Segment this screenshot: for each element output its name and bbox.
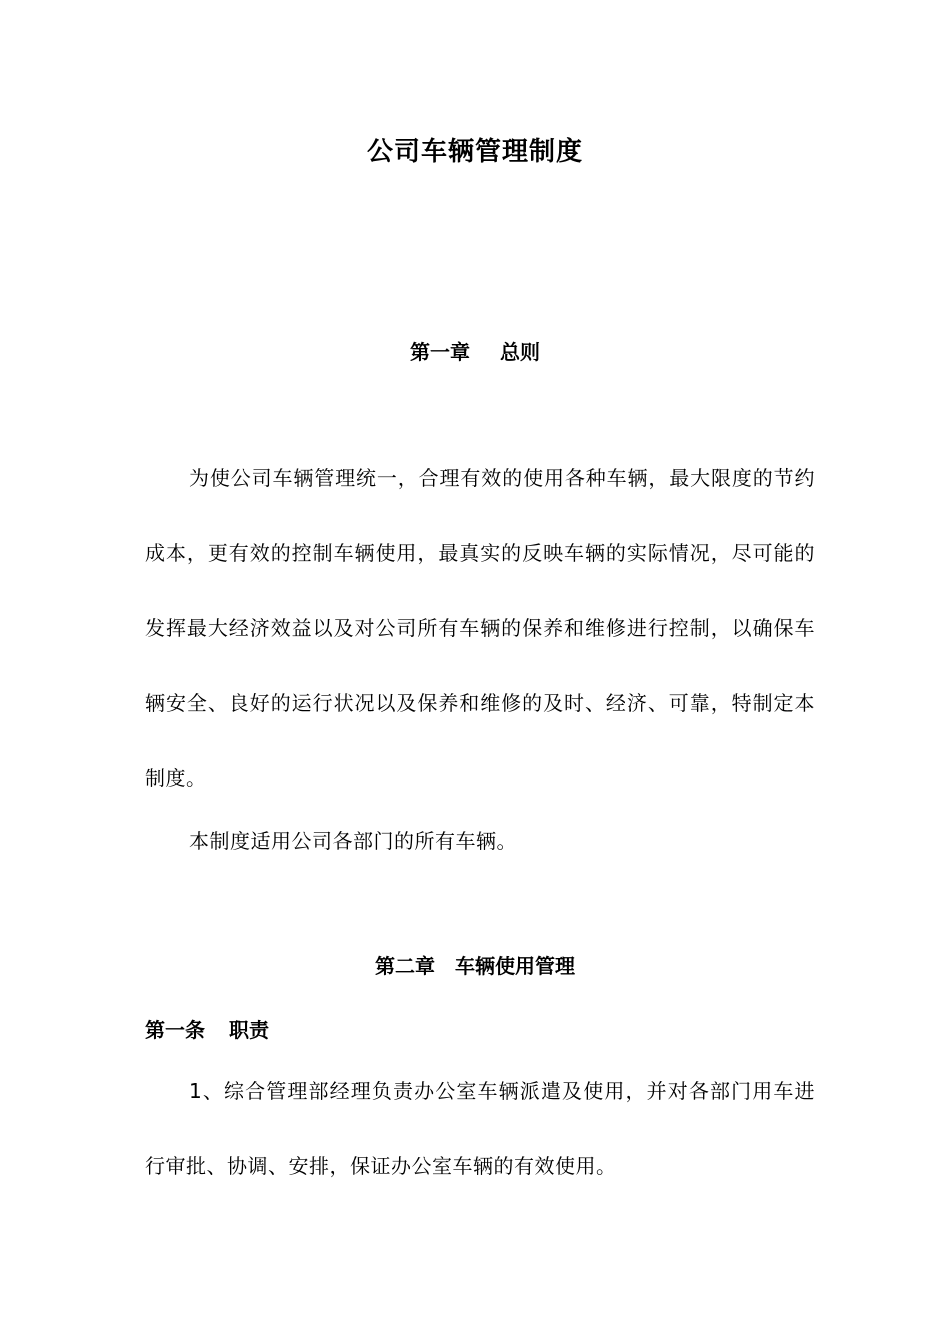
article-1-paragraph-1: 1、综合管理部经理负责办公室车辆派遣及使用，并对各部门用车进行审批、协调、安排，保证办公室车辆的有效使用。	[145, 1079, 815, 1178]
chapter-1-name: 总则	[500, 340, 540, 364]
document-title: 公司车辆管理制度	[366, 137, 583, 167]
chapter-1-paragraph-purpose: 为使公司车辆管理统一，合理有效的使用各种车辆，最大限度的节约成本，更有效的控制车辆使用，最真实的反映车辆的实际情况，尽可能的发挥最大经济效益以及对公司所有车辆的保养和维修进行控制，以确保车辆安全、良好的运行状况以及保养和维修的及时、经济、可靠，特制定本制度。	[145, 466, 815, 790]
article-1-number: 第一条	[145, 1018, 205, 1042]
chapter-1-heading	[0, 337, 950, 367]
chapter-2-name: 车辆使用管理	[455, 954, 575, 978]
chapter-1-number: 第一章	[410, 340, 470, 364]
chapter-2-number: 第二章	[375, 954, 435, 978]
chapter-1-paragraph-scope: 本制度适用公司各部门的所有车辆。	[189, 829, 517, 853]
article-1-name: 职责	[229, 1018, 269, 1042]
chapter-2-heading	[0, 951, 950, 981]
article-1-heading	[145, 1014, 269, 1046]
